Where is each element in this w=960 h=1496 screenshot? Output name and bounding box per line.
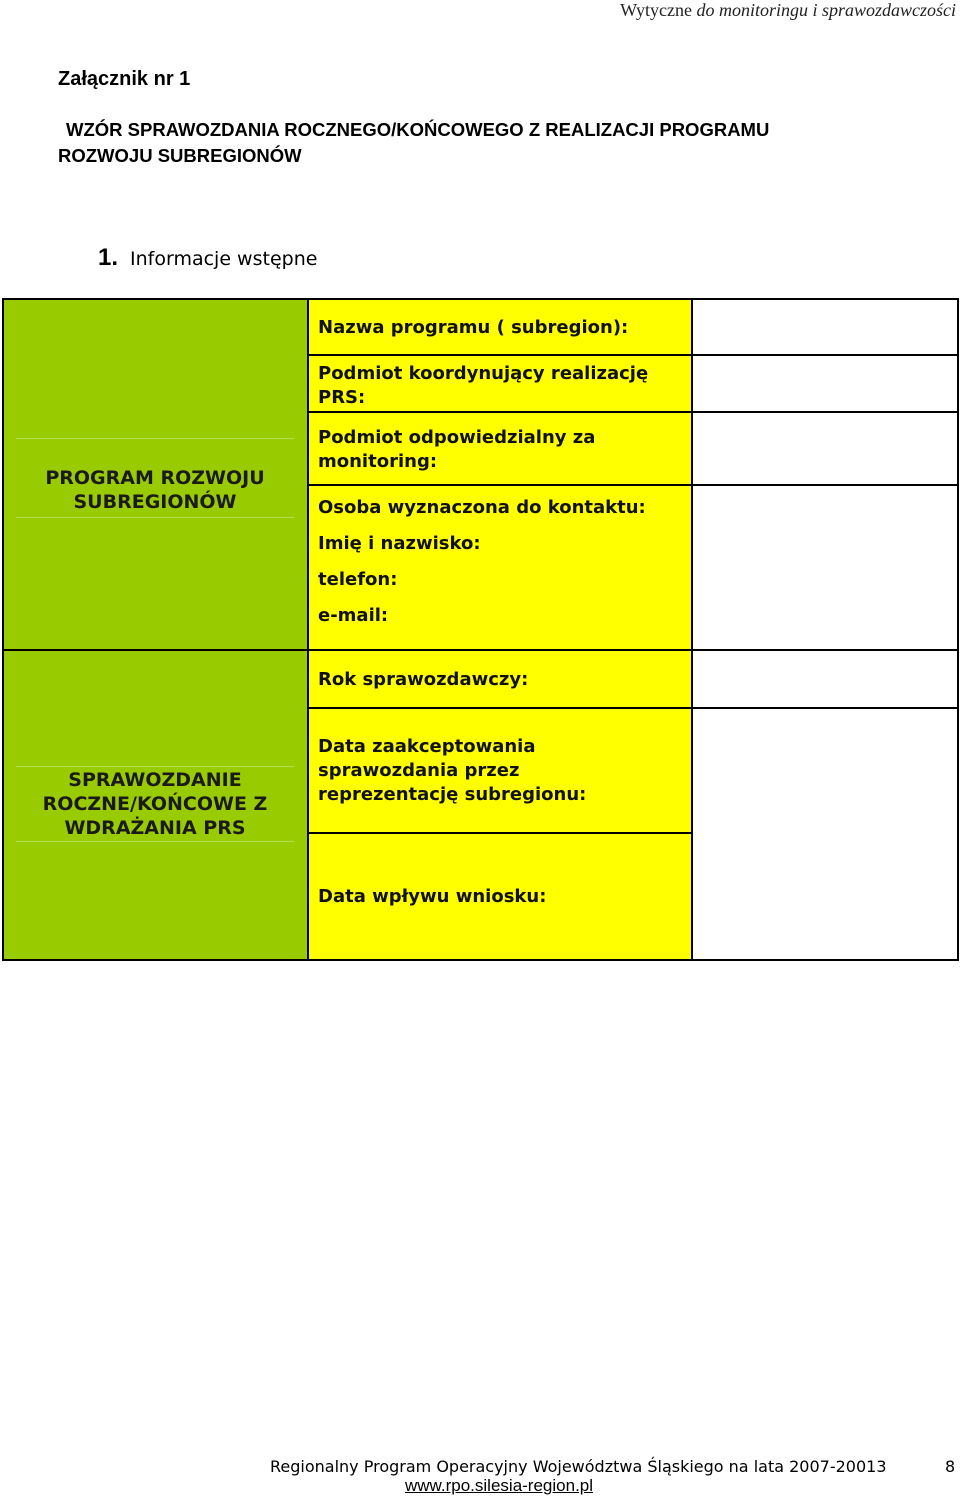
document-title xyxy=(58,117,938,169)
group-program-text: PROGRAM ROZWOJU SUBREGIONÓW xyxy=(45,467,265,513)
intro-form-table xyxy=(2,298,959,961)
document-title-line-1: WZÓR SPRAWOZDANIA ROCZNEGO/KOŃCOWEGO Z REALIZACJI PROGRAMU xyxy=(66,119,770,140)
field-phone-label: telefon: xyxy=(318,569,398,590)
section-heading xyxy=(98,244,317,272)
footer-program: Regionalny Program Operacyjny Województwa Śląskiego na lata 2007-20013 xyxy=(270,1457,887,1476)
section-title: Informacje wstępne xyxy=(130,248,318,270)
program-name-value[interactable] xyxy=(694,300,957,354)
section-number: 1. xyxy=(98,244,119,271)
field-report-year-label: Rok sprawozdawczy: xyxy=(318,669,529,690)
dates-value[interactable] xyxy=(694,709,957,959)
document-title-line-2: ROZWOJU SUBREGIONÓW xyxy=(58,145,302,166)
field-receipt-date-label: Data wpływu wniosku: xyxy=(318,886,547,907)
field-program-name-label: Nazwa programu ( subregion): xyxy=(318,317,629,338)
field-acceptance-date-label: Data zaakceptowania sprawozdania przez reprezentację subregionu: xyxy=(318,736,587,805)
running-header xyxy=(620,0,956,21)
monitoring-entity-value[interactable] xyxy=(694,413,957,484)
field-contact-person-label: Osoba wyznaczona do kontaktu: xyxy=(318,497,646,518)
coordinator-value[interactable] xyxy=(694,356,957,411)
divider-vertical-1 xyxy=(307,298,309,961)
footer-url-link[interactable]: www.rpo.silesia-region.pl xyxy=(405,1476,594,1495)
footer-page-number: 8 xyxy=(945,1457,956,1476)
field-email-label: e-mail: xyxy=(318,605,389,626)
annex-label: Załącznik nr 1 xyxy=(58,68,191,90)
report-year-value[interactable] xyxy=(694,651,957,707)
group-report-text: SPRAWOZDANIE ROCZNE/KOŃCOWE Z WDRAŻANIA PRS xyxy=(42,769,268,839)
divider-row-5 xyxy=(307,832,691,834)
running-header-prefix: Wytyczne xyxy=(620,0,692,20)
contact-details-value[interactable] xyxy=(694,486,957,649)
divider-vertical-2 xyxy=(691,298,693,961)
group-report-label xyxy=(16,766,294,842)
running-header-title: do monitoringu i sprawozdawczości xyxy=(696,0,956,20)
field-name-label: Imię i nazwisko: xyxy=(318,533,481,554)
field-coordinator-label: Podmiot koordynujący realizację PRS: xyxy=(318,363,649,408)
field-monitoring-entity-label: Podmiot odpowiedzialny za monitoring: xyxy=(318,427,596,472)
group-program-label xyxy=(16,438,294,518)
